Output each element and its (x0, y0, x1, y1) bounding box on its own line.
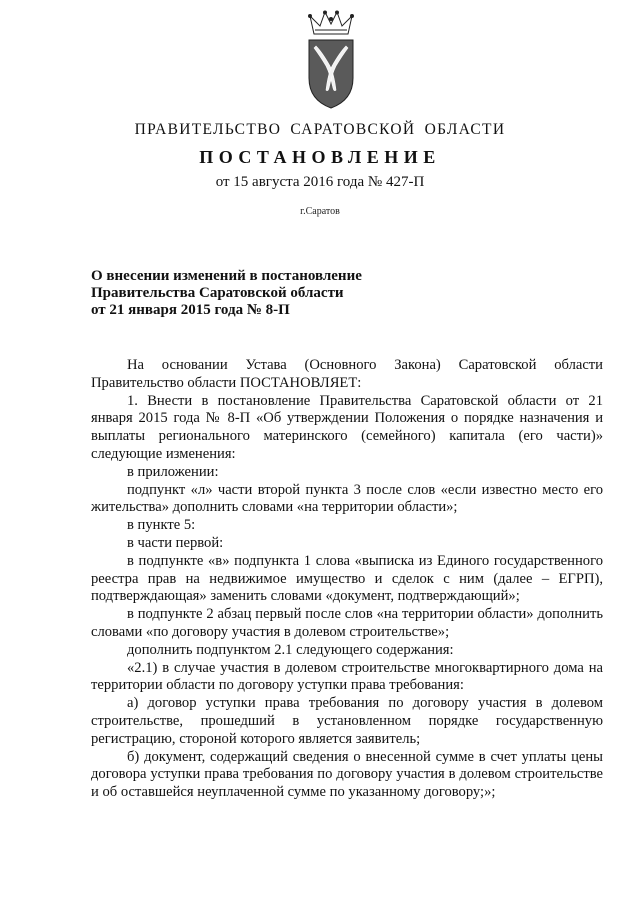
city: г.Саратов (300, 206, 340, 217)
paragraph: в подпункте 2 абзац первый после слов «на территории области» дополнить словами «по договору участия в долевом строительстве»; (91, 606, 603, 640)
paragraph: в пункте 5: (127, 517, 196, 534)
paragraph: дополнить подпунктом 2.1 следующего содержания: (127, 641, 454, 658)
document-subject (91, 268, 411, 319)
document-type: ПОСТАНОВЛЕНИЕ (199, 147, 441, 167)
paragraph: «2.1) в случае участия в долевом строительстве многоквартирного дома на территории области по договору уступки права требования: (91, 659, 603, 694)
date-number: от 15 августа 2016 года № 427-П (215, 174, 425, 190)
paragraph: б) документ, содержащий сведения о внесенной сумме в счет уплаты цены договора уступки права требования по договору участия в долевом строительстве и об оставшейся неуплаченной сумме по указанному договору;»; (91, 748, 603, 801)
paragraph: в приложении: (127, 463, 219, 480)
document-body (91, 357, 603, 802)
subject-line: О внесении изменений в постановление (91, 268, 362, 284)
subject-line: Правительства Саратовской области (91, 285, 344, 301)
paragraph: подпункт «л» части второй пункта 3 после слов «если известно место его жительства» дополнить словами «на территории области»; (91, 481, 603, 516)
paragraph: На основании Устава (Основного Закона) Саратовской области Правительство области ПОСТАНОВЛЯЕТ: (91, 357, 603, 391)
paragraph: в подпункте «в» подпункта 1 слова «выписка из Единого государственного реестра прав на недвижимое имущество и сделок с ним (далее – ЕГРП), подтверждающая» заменить словами «документ, подтверждающий»; (91, 552, 603, 605)
paragraph: а) договор уступки права требования по договору участия в долевом строительстве, прошедший в установленном порядке государственную регистрацию, стороной которого является заявитель; (91, 695, 603, 747)
paragraph: в части первой: (127, 534, 224, 551)
paragraph: 1. Внести в постановление Правительства Саратовской области от 21 января 2015 года № 8-П «Об утверждении Положения о порядке назначения и выплаты регионального материнского (семейного) капитала (его части)» следующие изменения: (91, 392, 603, 462)
government-name: ПРАВИТЕЛЬСТВО САРАТОВСКОЙ ОБЛАСТИ (134, 121, 506, 138)
coat-of-arms-icon (300, 10, 362, 110)
subject-line: от 21 января 2015 года № 8-П (91, 302, 290, 318)
